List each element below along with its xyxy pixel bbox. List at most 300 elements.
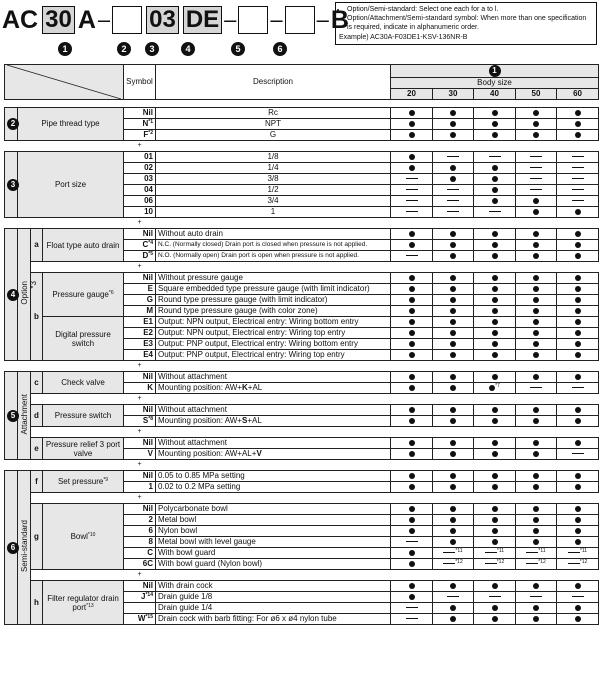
availability-cell xyxy=(474,614,516,625)
supported-mark xyxy=(450,121,456,127)
description-text: 1/8 xyxy=(267,152,279,161)
plus-sign: + xyxy=(137,461,142,468)
availability-cell xyxy=(474,372,516,383)
availability-cell xyxy=(474,130,516,141)
description-text: Rc xyxy=(268,108,278,117)
supported-mark xyxy=(450,418,456,424)
group-label: Pressure switch xyxy=(54,411,112,420)
availability-cell xyxy=(474,306,516,317)
availability-cell xyxy=(557,449,599,460)
availability-cell xyxy=(433,449,474,460)
availability-cell xyxy=(474,405,516,416)
section-badge: 5 xyxy=(7,410,19,422)
availability-cell xyxy=(391,130,433,141)
plus-row xyxy=(5,394,599,405)
availability-cell xyxy=(474,537,516,548)
description-cell xyxy=(156,526,391,537)
description-cell xyxy=(156,471,391,482)
description-text: 0.05 to 0.85 MPa setting xyxy=(158,471,245,480)
availability-cell xyxy=(557,372,599,383)
availability-cell xyxy=(474,229,516,240)
supported-mark xyxy=(492,198,498,204)
availability-cell xyxy=(516,548,557,559)
description-text: Polycarbonate bowl xyxy=(158,504,228,513)
supported-mark xyxy=(409,451,415,457)
availability-cell xyxy=(474,504,516,515)
symbol-code: G xyxy=(146,295,153,304)
description-text: Without pressure gauge xyxy=(158,273,243,282)
section-badge-cell xyxy=(5,152,18,218)
supported-mark xyxy=(575,440,581,446)
symbol-cell xyxy=(124,383,156,394)
availability-cell xyxy=(433,229,474,240)
badge-5: 5 xyxy=(231,42,245,56)
symbol-code: Nil xyxy=(142,405,153,414)
description-cell xyxy=(156,207,391,218)
description-symbol: V xyxy=(256,449,262,458)
availability-cell xyxy=(474,108,516,119)
not-supported-mark xyxy=(572,387,584,388)
supported-mark xyxy=(492,297,498,303)
symbol-cell xyxy=(124,328,156,339)
not-supported-mark xyxy=(443,552,455,553)
symbol-code: F xyxy=(143,130,149,139)
table-row xyxy=(5,317,599,328)
supported-mark xyxy=(492,308,498,314)
sub-letter: f xyxy=(31,471,43,493)
description-cell xyxy=(156,614,391,625)
code-dash: – xyxy=(270,7,283,32)
availability-cell xyxy=(516,251,557,262)
supported-mark xyxy=(409,319,415,325)
table-row xyxy=(5,152,599,163)
footnote-ref: *10 xyxy=(87,532,96,538)
supported-mark xyxy=(409,484,415,490)
description-cell xyxy=(156,163,391,174)
supported-mark xyxy=(492,286,498,292)
size-30-header: 30 xyxy=(433,89,474,100)
not-supported-mark xyxy=(530,189,542,190)
supported-mark xyxy=(533,352,539,358)
supported-mark xyxy=(409,407,415,413)
availability-cell xyxy=(391,603,433,614)
symbol-cell xyxy=(124,449,156,460)
availability-cell xyxy=(433,339,474,350)
supported-mark xyxy=(533,110,539,116)
availability-cell xyxy=(391,174,433,185)
not-supported-mark xyxy=(572,596,584,597)
availability-cell xyxy=(474,592,516,603)
symbol-cell xyxy=(124,295,156,306)
symbol-code: C xyxy=(142,240,149,249)
plus-sign: + xyxy=(137,571,142,578)
availability-cell xyxy=(516,284,557,295)
symbol-code: E1 xyxy=(143,317,153,326)
description-text: Mounting position: AW+AL+ xyxy=(158,449,257,458)
body-size-box: 30 xyxy=(42,6,75,34)
supported-mark xyxy=(409,110,415,116)
symbol-cell xyxy=(124,548,156,559)
availability-cell xyxy=(433,537,474,548)
supported-mark xyxy=(409,231,415,237)
badge-1: 1 xyxy=(489,65,501,77)
supported-mark xyxy=(450,374,456,380)
group-label: Check valve xyxy=(61,378,105,387)
availability-cell xyxy=(557,119,599,130)
footnote-ref: *8 xyxy=(148,416,153,422)
symbol-code: W xyxy=(137,614,146,623)
availability-cell xyxy=(557,174,599,185)
availability-cell xyxy=(516,438,557,449)
supported-mark xyxy=(492,451,498,457)
table-row xyxy=(5,471,599,482)
group-label: Float type auto drain xyxy=(43,229,124,262)
group-label: Filter regulator drain port xyxy=(47,593,119,612)
not-supported-mark xyxy=(530,596,542,597)
supported-mark xyxy=(409,352,415,358)
not-supported-mark xyxy=(406,189,418,190)
not-supported-mark xyxy=(447,211,459,212)
supported-mark xyxy=(533,484,539,490)
supported-mark xyxy=(450,484,456,490)
availability-cell xyxy=(433,108,474,119)
group-label-cell xyxy=(43,504,124,570)
supported-mark xyxy=(450,517,456,523)
availability-cell xyxy=(557,284,599,295)
symbol-code: M xyxy=(146,306,153,315)
availability-cell xyxy=(516,229,557,240)
model-code-title xyxy=(2,2,349,38)
availability-cell xyxy=(433,438,474,449)
availability-cell xyxy=(516,295,557,306)
availability-cell xyxy=(391,284,433,295)
supported-mark xyxy=(575,341,581,347)
supported-mark xyxy=(492,528,498,534)
description-cell xyxy=(156,515,391,526)
plus-sign: + xyxy=(137,494,142,501)
description-text: Without attachment xyxy=(158,372,227,381)
supported-mark xyxy=(533,231,539,237)
availability-cell xyxy=(557,482,599,493)
sub-letter: a xyxy=(31,229,43,262)
supported-mark xyxy=(409,242,415,248)
not-supported-mark xyxy=(572,453,584,454)
supported-mark xyxy=(575,253,581,259)
availability-cell xyxy=(433,471,474,482)
availability-cell xyxy=(433,163,474,174)
symbol-cell xyxy=(124,306,156,317)
supported-mark xyxy=(492,330,498,336)
symbol-cell xyxy=(124,504,156,515)
section-vertical-label-cell xyxy=(18,471,31,625)
thread-type-box xyxy=(112,6,142,34)
supported-mark xyxy=(450,330,456,336)
table-row xyxy=(5,504,599,515)
footnote-ref: *6 xyxy=(108,290,114,296)
supported-mark xyxy=(533,330,539,336)
symbol-code: Nil xyxy=(142,581,153,590)
plus-row xyxy=(5,361,599,372)
description-cell xyxy=(156,108,391,119)
symbol-code: Nil xyxy=(142,273,153,282)
supported-mark xyxy=(409,165,415,171)
supported-mark xyxy=(533,506,539,512)
not-supported-mark xyxy=(489,156,501,157)
description-cell xyxy=(156,273,391,284)
availability-cell xyxy=(557,273,599,284)
supported-mark xyxy=(492,407,498,413)
description-cell xyxy=(156,317,391,328)
symbol-code: N xyxy=(142,119,149,128)
description-cell xyxy=(156,383,391,394)
availability-cell xyxy=(391,295,433,306)
not-supported-mark xyxy=(443,563,455,564)
symbol-cell xyxy=(124,240,156,251)
code-suffix: B xyxy=(330,6,349,34)
availability-cell xyxy=(391,152,433,163)
availability-cell xyxy=(516,482,557,493)
supported-mark xyxy=(492,484,498,490)
code-prefix: AC xyxy=(2,6,39,34)
symbol-code: C xyxy=(147,548,153,557)
table-row xyxy=(5,273,599,284)
symbol-code: E2 xyxy=(143,328,153,337)
supported-mark xyxy=(450,506,456,512)
not-supported-mark xyxy=(526,552,538,553)
availability-cell xyxy=(516,526,557,537)
code-dash: – xyxy=(224,7,237,32)
group-label: Digital pressure switch xyxy=(43,317,124,361)
supported-mark xyxy=(533,198,539,204)
description-symbol: K xyxy=(241,383,248,392)
symbol-code: Nil xyxy=(142,471,153,480)
availability-cell xyxy=(391,317,433,328)
sub-letter: d xyxy=(31,405,43,427)
supported-mark xyxy=(533,473,539,479)
description-text: Without attachment xyxy=(158,438,227,447)
description-cell xyxy=(156,229,391,240)
plus-sign: + xyxy=(137,395,142,402)
supported-mark xyxy=(409,341,415,347)
availability-cell xyxy=(433,328,474,339)
availability-cell xyxy=(391,163,433,174)
supported-mark xyxy=(575,110,581,116)
not-supported-mark xyxy=(406,178,418,179)
symbol-cell xyxy=(124,416,156,427)
availability-cell xyxy=(391,251,433,262)
section-badge-cell xyxy=(5,471,18,625)
availability-cell xyxy=(433,405,474,416)
sub-letter: h xyxy=(31,581,43,625)
plus-sign: + xyxy=(137,142,142,149)
section-badge: 4 xyxy=(7,289,19,301)
symbol-cell xyxy=(124,372,156,383)
availability-cell xyxy=(433,317,474,328)
not-supported-mark xyxy=(406,541,418,542)
plus-sign: + xyxy=(137,428,142,435)
availability-cell xyxy=(433,306,474,317)
availability-cell xyxy=(474,603,516,614)
description-cell xyxy=(156,581,391,592)
plus-row xyxy=(5,460,599,471)
availability-cell xyxy=(474,438,516,449)
supported-mark xyxy=(533,407,539,413)
supported-mark xyxy=(450,242,456,248)
description-cell xyxy=(156,119,391,130)
availability-cell xyxy=(391,372,433,383)
availability-cell xyxy=(557,383,599,394)
section-badge: 6 xyxy=(7,542,19,554)
availability-cell xyxy=(474,416,516,427)
group-label-cell xyxy=(43,405,124,427)
supported-mark xyxy=(492,440,498,446)
symbol-code: 6 xyxy=(148,526,153,535)
supported-mark xyxy=(533,209,539,215)
availability-cell xyxy=(433,526,474,537)
group-label: Set pressure xyxy=(57,477,104,486)
availability-cell xyxy=(557,295,599,306)
availability-cell xyxy=(516,581,557,592)
symbol-cell xyxy=(124,108,156,119)
symbol-cell xyxy=(124,229,156,240)
availability-cell xyxy=(557,504,599,515)
plus-sign: + xyxy=(137,263,142,270)
supported-mark xyxy=(450,275,456,281)
description-text: Round type pressure gauge (with color zone) xyxy=(158,306,318,315)
description-cell xyxy=(156,504,391,515)
availability-cell xyxy=(391,119,433,130)
description-cell xyxy=(156,405,391,416)
description-cell xyxy=(156,438,391,449)
availability-cell xyxy=(516,152,557,163)
symbol-code: E xyxy=(147,284,153,293)
availability-cell xyxy=(391,614,433,625)
not-supported-mark xyxy=(489,596,501,597)
description-text: +AL xyxy=(247,383,263,392)
description-text: 1 xyxy=(270,207,276,216)
availability-cell xyxy=(557,515,599,526)
supported-mark xyxy=(409,528,415,534)
supported-mark xyxy=(492,165,498,171)
not-supported-mark xyxy=(572,178,584,179)
availability-cell xyxy=(474,174,516,185)
supported-mark xyxy=(492,605,498,611)
availability-cell xyxy=(474,482,516,493)
description-cell xyxy=(156,482,391,493)
table-row xyxy=(5,438,599,449)
supported-mark xyxy=(575,308,581,314)
availability-cell xyxy=(391,383,433,394)
availability-cell xyxy=(557,350,599,361)
supported-mark xyxy=(533,605,539,611)
footnote-ref: *12 xyxy=(455,559,463,565)
availability-cell xyxy=(433,295,474,306)
availability-cell xyxy=(391,108,433,119)
availability-cell xyxy=(516,537,557,548)
note-line-2: • Option/Attachment/Semi-standard symbol: When more than one specification is required, indicate in alphanumeric order. xyxy=(347,14,593,32)
description-text: Drain guide 1/4 xyxy=(158,603,213,612)
supported-mark xyxy=(450,539,456,545)
availability-cell xyxy=(557,438,599,449)
badge-3: 3 xyxy=(145,42,159,56)
availability-cell xyxy=(474,339,516,350)
symbol-code: 03 xyxy=(144,174,153,183)
description-text: Without attachment xyxy=(158,405,227,414)
footnote-ref: *12 xyxy=(538,559,546,565)
availability-cell xyxy=(391,229,433,240)
table-row xyxy=(5,372,599,383)
availability-cell xyxy=(391,207,433,218)
symbol-code: K xyxy=(147,383,153,392)
code-dash: – xyxy=(97,7,111,32)
description-cell xyxy=(156,240,391,251)
availability-cell xyxy=(391,416,433,427)
supported-mark xyxy=(575,473,581,479)
description-text: +AL xyxy=(247,416,262,425)
availability-cell xyxy=(516,383,557,394)
group-label: Bowl xyxy=(70,532,88,541)
section-vertical-label-cell xyxy=(18,229,38,361)
footnote-ref: *2 xyxy=(148,130,153,136)
description-text: Metal bowl with level gauge xyxy=(158,537,256,546)
separator-row xyxy=(5,100,599,108)
availability-cell xyxy=(557,471,599,482)
footnote-ref: *11 xyxy=(496,548,505,554)
availability-cell xyxy=(516,592,557,603)
description-text: Square embedded type pressure gauge (with limit indicator) xyxy=(158,284,370,293)
sub-letter: e xyxy=(31,438,43,460)
availability-cell xyxy=(391,526,433,537)
symbol-code: Nil xyxy=(142,372,153,381)
section-label: Pipe thread type xyxy=(18,108,124,141)
symbol-cell xyxy=(124,163,156,174)
availability-cell xyxy=(516,196,557,207)
availability-cell xyxy=(557,581,599,592)
ordering-note xyxy=(335,2,597,45)
supported-mark xyxy=(533,308,539,314)
availability-cell xyxy=(474,350,516,361)
group-label-cell xyxy=(43,581,124,625)
footnote-ref: *3 xyxy=(29,281,38,289)
supported-mark xyxy=(575,506,581,512)
availability-cell xyxy=(557,614,599,625)
symbol-code: V xyxy=(147,449,153,458)
supported-mark xyxy=(409,385,415,391)
description-text: N.C. (Normally closed) Drain port is closed when pressure is not applied. xyxy=(158,241,368,248)
description-text: 1/2 xyxy=(267,185,279,194)
description-text: Metal bowl xyxy=(158,515,197,524)
description-cell xyxy=(156,251,391,262)
supported-mark xyxy=(575,330,581,336)
footnote-ref: *4 xyxy=(148,240,153,246)
not-supported-mark xyxy=(406,607,418,608)
availability-cell xyxy=(433,152,474,163)
description-text: NPT xyxy=(265,119,281,128)
availability-cell xyxy=(557,328,599,339)
description-text: N.O. (Normally open) Drain port is open when pressure is not applied. xyxy=(158,252,359,259)
symbol-code: S xyxy=(142,416,149,425)
availability-cell xyxy=(433,207,474,218)
supported-mark xyxy=(450,165,456,171)
symbol-cell xyxy=(124,196,156,207)
availability-cell xyxy=(516,339,557,350)
availability-cell xyxy=(557,559,599,570)
supported-mark xyxy=(492,341,498,347)
body-size-header: Body size xyxy=(391,78,599,89)
note-example: Example) AC30A-F03DE1-KSV-136NR-B xyxy=(339,34,468,41)
description-text: With bowl guard xyxy=(158,548,216,557)
description-text: With bowl guard (Nylon bowl) xyxy=(158,559,263,568)
